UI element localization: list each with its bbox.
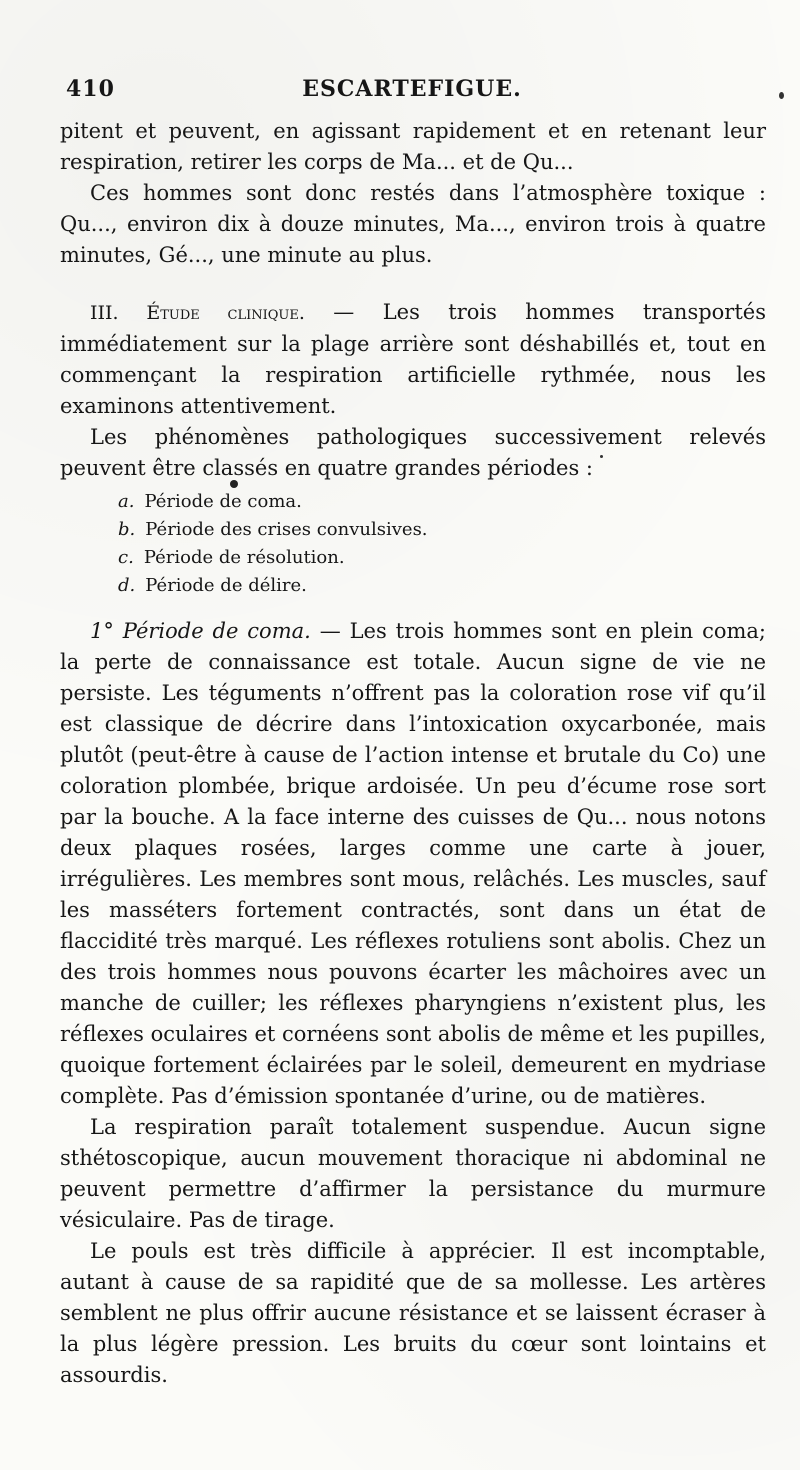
- list-item-label: Période de résolution.: [143, 547, 345, 568]
- list-item-label: Période de délire.: [145, 575, 307, 596]
- list-item: [118, 544, 766, 572]
- list-item-label: Période de coma.: [144, 491, 302, 512]
- list-item-letter: d.: [118, 575, 136, 596]
- list-item: [118, 572, 766, 600]
- paragraph-clinical-study: [60, 297, 766, 422]
- list-item-letter: a.: [118, 491, 135, 512]
- paragraph-coma-period: [60, 616, 766, 1112]
- subsection-text: — Les trois hommes sont en plein coma; la perte de connaissance est totale. Aucun signe de vie ne persiste. Les téguments n’offrent pas la coloration rose vif qu’il est classique de décrire dans l’intoxication oxycarbonée, mais plutôt (peut-être à cause de l’action intense et brutale du Co) une coloration plombée, brique ardoisée. Un peu d’écume rose sort par la bouche. A la face interne des cuisses de Qu... nous notons deux plaques rosées, larges comme une carte à jouer, irrégulières. Les membres sont mous, relâchés. Les muscles, sauf les masséters fortement contractés, sont dans un état de flaccidité très marqué. Les réflexes rotuliens sont abolis. Chez un des trois hommes nous pouvons écarter les mâchoires avec un manche de cuiller; les réflexes pharyngiens n’existent plus, les réflexes oculaires et cornéens sont abolis de même et les pupilles, quoique fortement éclairées par le soleil, demeurent en mydriase complète. Pas d’émission spontanée d’urine, ou de matières.: [60, 619, 766, 1108]
- paragraph-respiration: La respiration paraît totalement suspendue. Aucun signe sthétoscopique, aucun mouvement thoracique ni abdominal ne peuvent permettre d’affirmer la persistance du murmure vésiculaire. Pas de tirage.: [60, 1115, 766, 1232]
- list-item-label: Période des crises convulsives.: [145, 519, 428, 540]
- paragraph-periods-intro: Les phénomènes pathologiques successivement relevés peuvent être classés en quatre grandes périodes :: [60, 425, 766, 480]
- section-text: — Les trois hommes transportés immédiatement sur la plage arrière sont déshabillés et, tout en commençant la respiration artificielle rythmée, nous les examinons attentivement.: [60, 300, 766, 418]
- ink-speck: [779, 92, 784, 99]
- section-heading: III. Étude clinique.: [90, 302, 305, 324]
- list-item: [118, 488, 766, 516]
- subsection-heading: 1° Période de coma.: [90, 619, 311, 643]
- paragraph-pulse: Le pouls est très difficile à apprécier. Il est incomptable, autant à cause de sa rapidité que de sa mollesse. Les artères semblent ne plus offrir aucune résistance et se laissent écraser à la plus légère pression. Les bruits du cœur sont lointains et assourdis.: [60, 1239, 766, 1387]
- list-item-letter: b.: [118, 519, 136, 540]
- running-title: ESCARTEFIGUE.: [302, 76, 522, 102]
- page-body: [60, 116, 766, 1391]
- list-item: [118, 516, 766, 544]
- paragraph-exposure-time: Ces hommes sont donc restés dans l’atmosphère toxique : Qu..., environ dix à douze minutes, Ma..., environ trois à quatre minutes, Gé..., une minute au plus.: [60, 181, 766, 267]
- paragraph-continuation: pitent et peuvent, en agissant rapidement et en retenant leur respiration, retirer les corps de Ma... et de Qu...: [60, 119, 766, 174]
- list-item-letter: c.: [118, 547, 134, 568]
- page-number: 410: [66, 76, 115, 102]
- ink-dot: [230, 480, 238, 488]
- ink-speck: [600, 455, 603, 458]
- periods-list: [118, 488, 766, 600]
- running-head: [66, 76, 758, 106]
